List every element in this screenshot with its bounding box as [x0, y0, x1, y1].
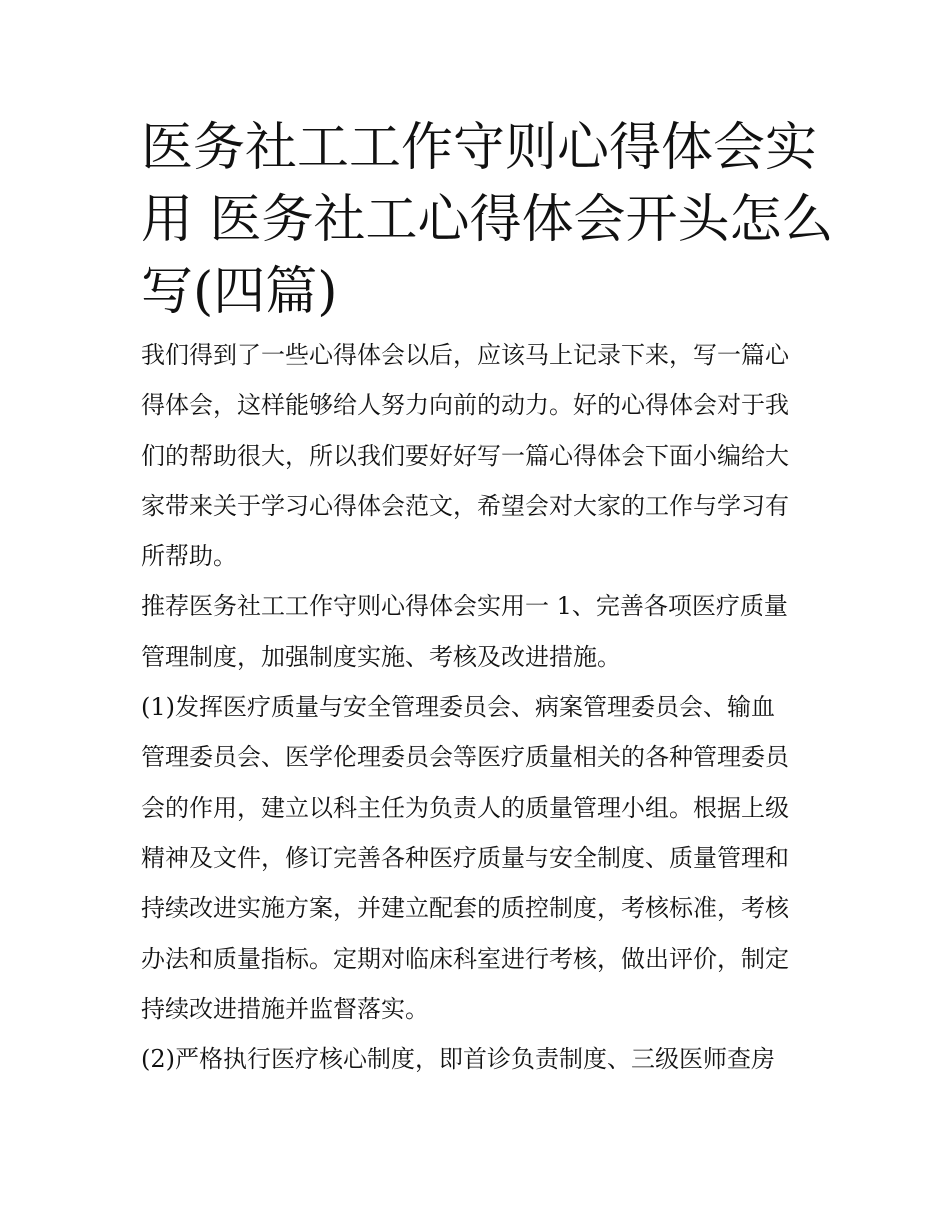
text-line: 管理委员会、医学伦理委员会等医疗质量相关的各种管理委员	[141, 743, 789, 772]
text-line: (1)发挥医疗质量与安全管理委员会、病案管理委员会、输血	[141, 693, 775, 722]
document-body	[141, 112, 834, 1084]
text-line: 精神及文件，修订完善各种医疗质量与安全制度、质量管理和	[141, 843, 789, 872]
text-line: 家带来关于学习心得体会范文，希望会对大家的工作与学习有	[141, 491, 789, 520]
text-line: 推荐医务社工工作守则心得体会实用一 1、完善各项医疗质量	[141, 592, 788, 621]
text-line: 管理制度，加强制度实施、考核及改进措施。	[141, 642, 621, 671]
text-line: 们的帮助很大，所以我们要好好写一篇心得体会下面小编给大	[141, 441, 789, 470]
paragraph-item-1	[141, 682, 813, 1034]
paragraph-recommend	[141, 581, 813, 682]
document-title	[141, 112, 834, 328]
paragraph-intro	[141, 330, 813, 581]
text-line: 所帮助。	[141, 542, 237, 571]
text-line: 办法和质量指标。定期对临床科室进行考核，做出评价，制定	[141, 944, 789, 973]
title-line: 写(四篇)	[141, 262, 338, 322]
text-line: 持续改进措施并监督落实。	[141, 994, 429, 1023]
text-line: 持续改进实施方案，并建立配套的质控制度，考核标准，考核	[141, 894, 789, 923]
title-line: 医务社工工作守则心得体会实	[141, 118, 818, 178]
text-line: 会的作用，建立以科主任为负责人的质量管理小组。根据上级	[141, 793, 789, 822]
paragraph-item-2	[141, 1034, 813, 1084]
title-line: 用 医务社工心得体会开头怎么	[141, 190, 834, 250]
text-line: 得体会，这样能够给人努力向前的动力。好的心得体会对于我	[141, 391, 789, 420]
text-line: 我们得到了一些心得体会以后，应该马上记录下来，写一篇心	[141, 341, 789, 369]
text-line: (2)严格执行医疗核心制度，即首诊负责制度、三级医师查房	[141, 1045, 775, 1074]
